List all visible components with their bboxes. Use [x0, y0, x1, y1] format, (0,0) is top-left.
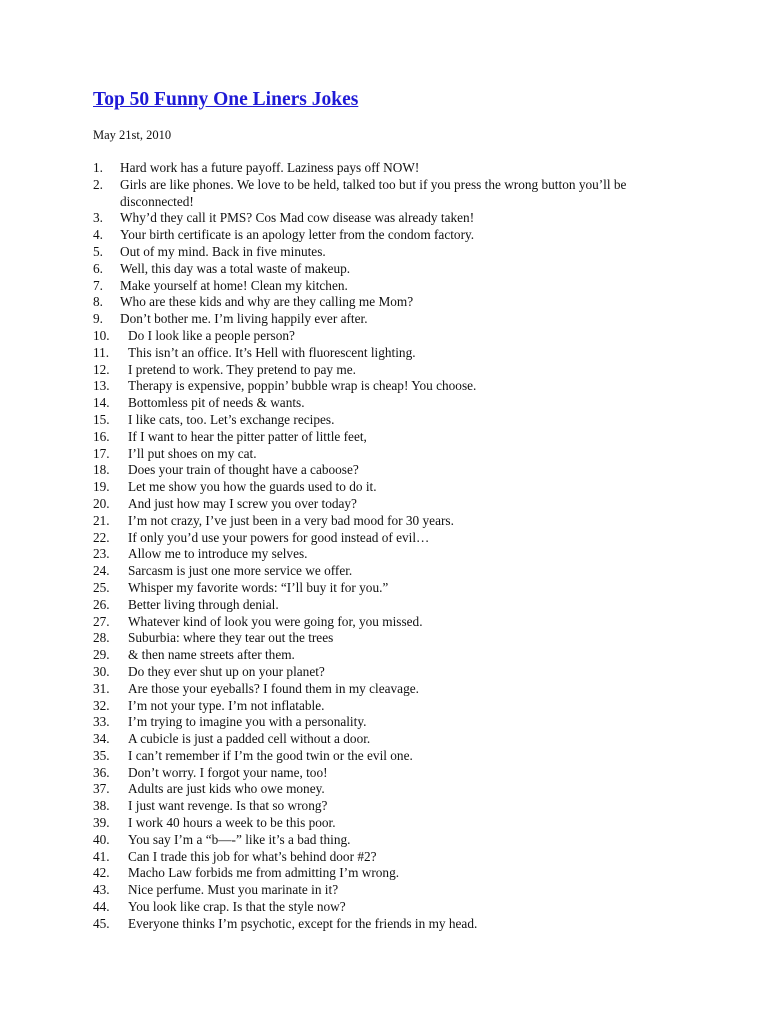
joke-number: 40.: [93, 831, 110, 847]
list-item: [93, 294, 683, 311]
list-item: [93, 362, 683, 379]
list-item: [93, 731, 683, 748]
joke-number: 21.: [93, 512, 110, 528]
joke-number: 25.: [93, 579, 110, 595]
joke-number: 6.: [93, 260, 103, 276]
joke-number: 2.: [93, 176, 103, 192]
list-item: [93, 765, 683, 782]
joke-number: 29.: [93, 647, 110, 663]
joke-number: 1.: [93, 160, 103, 175]
joke-text: I can’t remember if I’m the good twin or the evil one.: [128, 747, 413, 763]
joke-number: 9.: [93, 311, 103, 327]
joke-number: 4.: [93, 227, 103, 243]
joke-text: I’ll put shoes on my cat.: [128, 445, 257, 461]
list-item: [93, 815, 683, 832]
list-item: [93, 210, 683, 227]
joke-text: You look like crap. Is that the style now?: [128, 899, 346, 915]
joke-text: Nice perfume. Must you marinate in it?: [128, 882, 339, 898]
joke-number: 12.: [93, 361, 110, 377]
joke-text: You say I’m a “b—-” like it’s a bad thing.: [128, 831, 351, 847]
list-item: [93, 160, 683, 177]
joke-number: 36.: [93, 764, 110, 780]
joke-number: 35.: [93, 747, 110, 763]
joke-text: Do I look like a people person?: [128, 327, 295, 343]
joke-text: Are those your eyeballs? I found them in my cleavage.: [128, 680, 419, 696]
joke-number: 8.: [93, 294, 103, 310]
publish-date: May 21st, 2010: [93, 128, 172, 142]
joke-text: I just want revenge. Is that so wrong?: [128, 798, 328, 814]
list-item: [93, 546, 683, 563]
joke-number: 5.: [93, 243, 103, 259]
joke-text: If only you’d use your powers for good instead of evil…: [128, 529, 430, 545]
joke-number: 42.: [93, 865, 110, 881]
list-item: [93, 664, 683, 681]
joke-text: Sarcasm is just one more service we offer.: [128, 563, 353, 579]
joke-number: 7.: [93, 277, 103, 293]
joke-text: Why’d they call it PMS? Cos Mad cow disease was already taken!: [120, 210, 475, 226]
list-item: [93, 530, 683, 547]
list-item: [93, 378, 683, 395]
joke-number: 37.: [93, 781, 110, 797]
list-item: [93, 429, 683, 446]
joke-number: 39.: [93, 815, 110, 831]
jokes-list: [93, 160, 683, 933]
joke-text: Can I trade this job for what’s behind door #2?: [128, 848, 377, 864]
list-item: [93, 698, 683, 715]
list-item: [93, 446, 683, 463]
joke-text: I’m not your type. I’m not inflatable.: [128, 697, 325, 713]
joke-text: If I want to hear the pitter patter of little feet,: [128, 428, 367, 444]
list-item: [93, 597, 683, 614]
joke-text: Adults are just kids who owe money.: [128, 781, 325, 797]
list-item: [93, 395, 683, 412]
joke-text: Therapy is expensive, poppin’ bubble wrap is cheap! You choose.: [128, 378, 477, 394]
list-item: [93, 227, 683, 244]
list-item: [93, 244, 683, 261]
list-item: [93, 412, 683, 429]
joke-number: 3.: [93, 210, 103, 226]
joke-text: Let me show you how the guards used to do it.: [128, 479, 377, 495]
list-item: [93, 798, 683, 815]
joke-number: 15.: [93, 411, 110, 427]
joke-number: 27.: [93, 613, 110, 629]
joke-text: Does your train of thought have a caboose?: [128, 462, 359, 478]
joke-number: 11.: [93, 344, 110, 360]
joke-number: 33.: [93, 714, 110, 730]
joke-number: 30.: [93, 663, 110, 679]
joke-text: A cubicle is just a padded cell without a door.: [128, 731, 371, 747]
joke-number: 13.: [93, 378, 110, 394]
list-item: [93, 462, 683, 479]
list-item: [93, 849, 683, 866]
list-item: [93, 832, 683, 849]
list-item: [93, 328, 683, 345]
joke-number: 32.: [93, 697, 110, 713]
joke-text: Whatever kind of look you were going for, you missed.: [128, 613, 423, 629]
joke-text: Girls are like phones. We love to be held, talked too but if you press the wrong button you’ll be disconnected!: [120, 176, 627, 209]
joke-text: I’m trying to imagine you with a personality.: [128, 714, 367, 730]
list-item: [93, 681, 683, 698]
list-item: [93, 647, 683, 664]
joke-number: 18.: [93, 462, 110, 478]
joke-text: Who are these kids and why are they calling me Mom?: [120, 294, 414, 310]
joke-text: Out of my mind. Back in five minutes.: [120, 243, 326, 259]
joke-number: 44.: [93, 899, 110, 915]
joke-text: Your birth certificate is an apology letter from the condom factory.: [120, 227, 475, 243]
list-item: [93, 865, 683, 882]
document-title-link[interactable]: Top 50 Funny One Liners Jokes: [93, 89, 359, 110]
list-item: [93, 513, 683, 530]
joke-number: 31.: [93, 680, 110, 696]
joke-number: 43.: [93, 882, 110, 898]
list-item: [93, 614, 683, 631]
joke-text: & then name streets after them.: [128, 647, 295, 663]
joke-number: 16.: [93, 428, 110, 444]
joke-number: 23.: [93, 546, 110, 562]
list-item: [93, 630, 683, 647]
joke-text: Everyone thinks I’m psychotic, except for the friends in my head.: [128, 915, 478, 931]
joke-text: Whisper my favorite words: “I’ll buy it for you.”: [128, 579, 389, 595]
joke-text: Make yourself at home! Clean my kitchen.: [120, 277, 348, 293]
list-item: [93, 580, 683, 597]
joke-number: 41.: [93, 848, 110, 864]
joke-number: 38.: [93, 798, 110, 814]
list-item: [93, 714, 683, 731]
joke-number: 34.: [93, 731, 110, 747]
joke-text: I like cats, too. Let’s exchange recipes.: [128, 411, 335, 427]
list-item: [93, 345, 683, 362]
list-item: [93, 781, 683, 798]
joke-text: Well, this day was a total waste of makeup.: [120, 260, 351, 276]
list-item: [93, 479, 683, 496]
joke-number: 28.: [93, 630, 110, 646]
list-item: [93, 748, 683, 765]
joke-text: Don’t bother me. I’m living happily ever after.: [120, 311, 368, 327]
joke-text: Don’t worry. I forgot your name, too!: [128, 764, 328, 780]
joke-number: 22.: [93, 529, 110, 545]
joke-text: I work 40 hours a week to be this poor.: [128, 815, 336, 831]
list-item: [93, 563, 683, 580]
list-item: [93, 496, 683, 513]
joke-text: This isn’t an office. It’s Hell with fluorescent lighting.: [128, 344, 416, 360]
joke-number: 26.: [93, 596, 110, 612]
joke-number: 10.: [93, 327, 110, 343]
joke-number: 20.: [93, 495, 110, 511]
joke-text: I pretend to work. They pretend to pay me.: [128, 361, 356, 377]
joke-number: 17.: [93, 445, 110, 461]
joke-number: 14.: [93, 395, 110, 411]
list-item: [93, 177, 683, 211]
joke-text: Allow me to introduce my selves.: [128, 546, 308, 562]
joke-text: And just how may I screw you over today?: [128, 495, 357, 511]
joke-number: 19.: [93, 479, 110, 495]
joke-text: Suburbia: where they tear out the trees: [128, 630, 334, 646]
joke-text: Bottomless pit of needs & wants.: [128, 395, 305, 411]
joke-text: Do they ever shut up on your planet?: [128, 663, 325, 679]
list-item: [93, 882, 683, 899]
list-item: [93, 916, 683, 933]
joke-number: 24.: [93, 563, 110, 579]
list-item: [93, 311, 683, 328]
list-item: [93, 261, 683, 278]
joke-number: 45.: [93, 915, 110, 931]
list-item: [93, 899, 683, 916]
list-item: [93, 278, 683, 295]
joke-text: Hard work has a future payoff. Laziness pays off NOW!: [120, 160, 420, 175]
joke-text: I’m not crazy, I’ve just been in a very bad mood for 30 years.: [128, 512, 454, 528]
joke-text: Macho Law forbids me from admitting I’m wrong.: [128, 865, 400, 881]
joke-text: Better living through denial.: [128, 596, 279, 612]
